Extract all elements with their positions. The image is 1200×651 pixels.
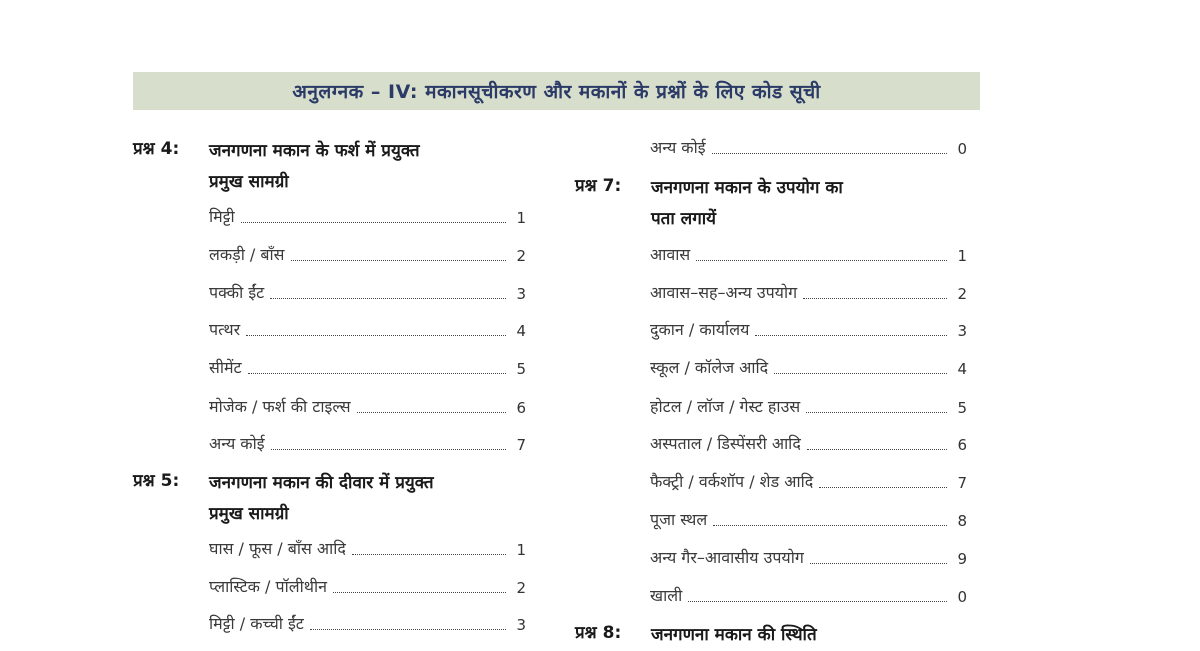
question-number: प्रश्न 7:: [575, 176, 622, 196]
question-text-line: पता लगायें: [651, 209, 717, 229]
question-text: [651, 173, 843, 235]
question-4-heading: [133, 136, 533, 198]
question-text-line: जनगणना मकान की दीवार में प्रयुक्त: [209, 473, 434, 493]
code-item: प्लास्टिक / पॉलीथीन 2: [209, 577, 526, 597]
question-5-heading: [133, 468, 533, 530]
code-item: पत्थर 4: [209, 320, 526, 340]
code-item: फैक्ट्री / वर्कशॉप / शेड आदि 7: [650, 472, 967, 492]
code-item: दुकान / कार्यालय 3: [650, 320, 967, 340]
question-7-heading: [575, 173, 975, 235]
question-text-line: जनगणना मकान के उपयोग का: [651, 178, 843, 198]
code-item: पूजा स्थल 8: [650, 510, 967, 530]
code-item: आवास–सह–अन्य उपयोग 2: [650, 283, 967, 303]
question-text-line: जनगणना मकान की स्थिति: [651, 625, 817, 645]
annex-title: अनुलग्नक – IV: मकानसूचीकरण और मकानों के प्रश्नों के लिए कोड सूची: [292, 81, 821, 103]
question-8-heading: [575, 620, 975, 645]
code-item: स्कूल / कॉलेज आदि 4: [650, 358, 967, 378]
code-item: अन्य कोई 7: [209, 434, 526, 454]
question-text-line: जनगणना मकान के फर्श में प्रयुक्त: [209, 141, 420, 161]
question-number: प्रश्न 4:: [133, 139, 180, 159]
question-text-line: प्रमुख सामग्री: [209, 504, 289, 524]
question-text: [209, 136, 420, 198]
question-number: प्रश्न 5:: [133, 471, 180, 491]
question-text: [209, 468, 434, 530]
code-item: मिट्टी / कच्ची ईंट 3: [209, 614, 526, 634]
code-item: सीमेंट 5: [209, 358, 526, 378]
code-item: आवास 1: [650, 245, 967, 265]
question-number: प्रश्न 8:: [575, 623, 622, 643]
code-item: खाली 0: [650, 586, 967, 606]
code-item: घास / फूस / बाँस आदि 1: [209, 539, 526, 559]
code-item: अन्य गैर–आवासीय उपयोग 9: [650, 548, 967, 568]
code-item: लकड़ी / बाँस 2: [209, 245, 526, 265]
code-item: होटल / लॉज / गेस्ट हाउस 5: [650, 397, 967, 417]
code-item: मिट्टी 1: [209, 207, 526, 227]
question-text-line: प्रमुख सामग्री: [209, 172, 289, 192]
annex-header-banner: [133, 72, 980, 110]
code-item: मोजेक / फर्श की टाइल्स 6: [209, 397, 526, 417]
code-item: अन्य कोई 0: [650, 138, 967, 158]
question-text: [651, 620, 817, 651]
code-item: अस्पताल / डिस्पेंसरी आदि 6: [650, 434, 967, 454]
code-item: पक्की ईंट 3: [209, 283, 526, 303]
